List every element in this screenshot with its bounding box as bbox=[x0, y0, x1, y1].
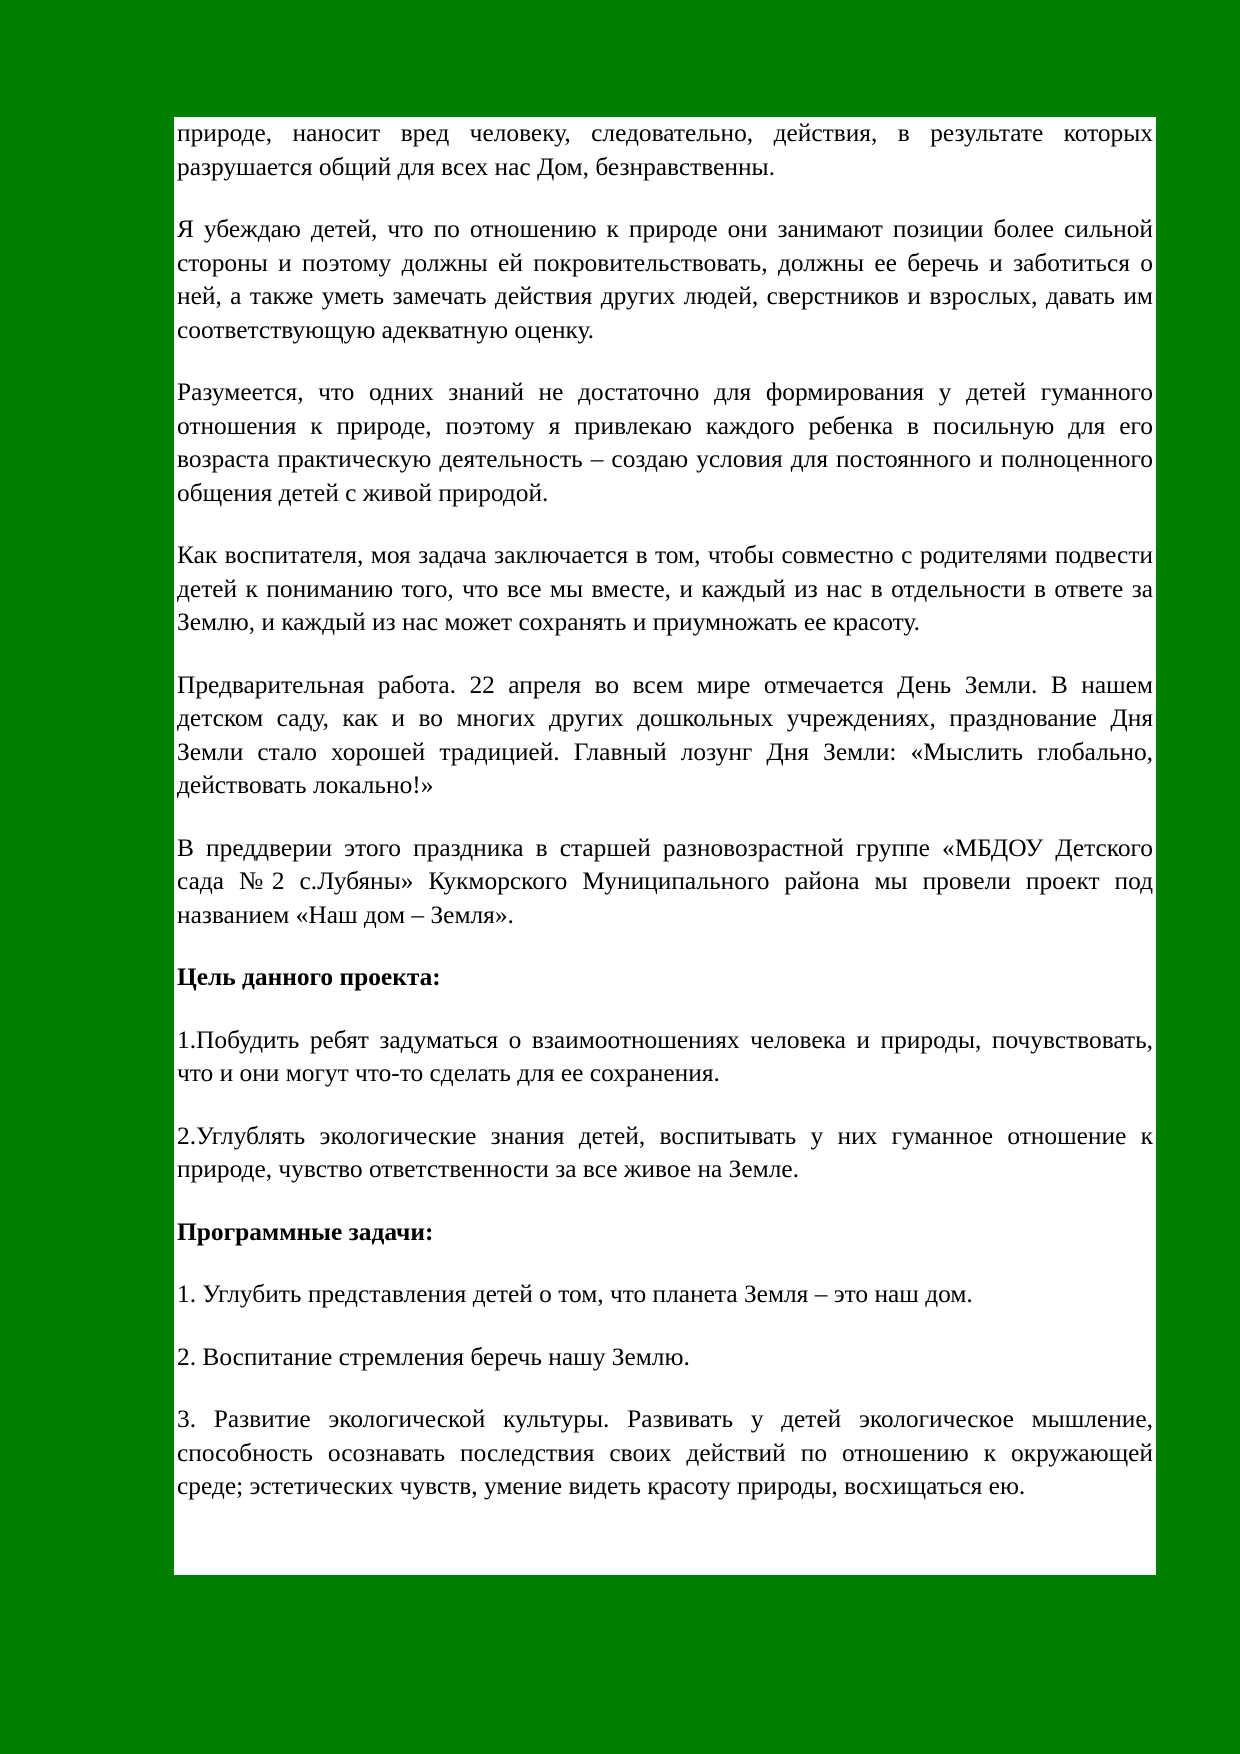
paragraph-project-intro: В преддверии этого праздника в старшей разновозрастной группе «МБДОУ Детского сада №2 с.Лубяны» Кукморского Муниципального района мы провели проект под названием «Наш дом – Земля». bbox=[177, 833, 1153, 929]
heading-program-tasks: Программные задачи: bbox=[177, 1217, 434, 1246]
paragraph-earth-day: Предварительная работа. 22 апреля во всем мире отмечается День Земли. В нашем детском саду, как и во многих других дошкольных учреждениях, празднование Дня Земли стало хорошей традицией. Главный лозунг Дня Земли: «Мыслить глобально, действовать локально!» bbox=[177, 670, 1153, 799]
task-item-2: 2. Воспитание стремления беречь нашу Землю. bbox=[177, 1342, 690, 1371]
heading-project-goal: Цель данного проекта: bbox=[177, 963, 441, 991]
document-text-block bbox=[174, 117, 1156, 1575]
task-item-1: 1. Углубить представления детей о том, что планета Земля – это наш дом. bbox=[177, 1280, 973, 1308]
paragraph-educator-task: Как воспитателя, моя задача заключается в том, чтобы совместно с родителями подвести детей к пониманию того, что все мы вместе, и каждый из нас в отдельности в ответе за Землю, и каждый из нас может сохранять и приумножать ее красоту. bbox=[177, 541, 1153, 636]
task-item-3: 3. Развитие экологической культуры. Развивать у детей экологическое мышление, способность осознавать последствия своих действий по отношению к окружающей среде; эстетических чувств, умение видеть красоту природы, восхищаться ею. bbox=[177, 1405, 1153, 1500]
paragraph-continuation: природе, наносит вред человеку, следовательно, действия, в результате которых разрушается общий для всех нас Дом, безнравственны. bbox=[177, 119, 1153, 181]
goal-item-2: 2.Углублять экологические знания детей, воспитывать у них гуманное отношение к природе, чувство ответственности за все живое на Земле. bbox=[177, 1121, 1153, 1183]
goal-item-1: 1.Побудить ребят задуматься о взаимоотношениях человека и природы, почувствовать, что и они могут что-то сделать для ее сохранения. bbox=[177, 1025, 1153, 1087]
paragraph-practical-activity: Разумеется, что одних знаний не достаточно для формирования у детей гуманного отношения к природе, поэтому я привлекаю каждого ребенка в посильную для его возраста практическую деятельность – создаю условия для постоянного и полноценного общения детей с живой природой. bbox=[177, 378, 1153, 507]
paragraph-protect-nature: Я убеждаю детей, что по отношению к природе они занимают позиции более сильной стороны и поэтому должны ей покровительствовать, должны ее беречь и заботиться о ней, а также уметь замечать действия других людей, сверстников и взрослых, давать им соответствующую адекватную оценку. bbox=[177, 215, 1153, 344]
